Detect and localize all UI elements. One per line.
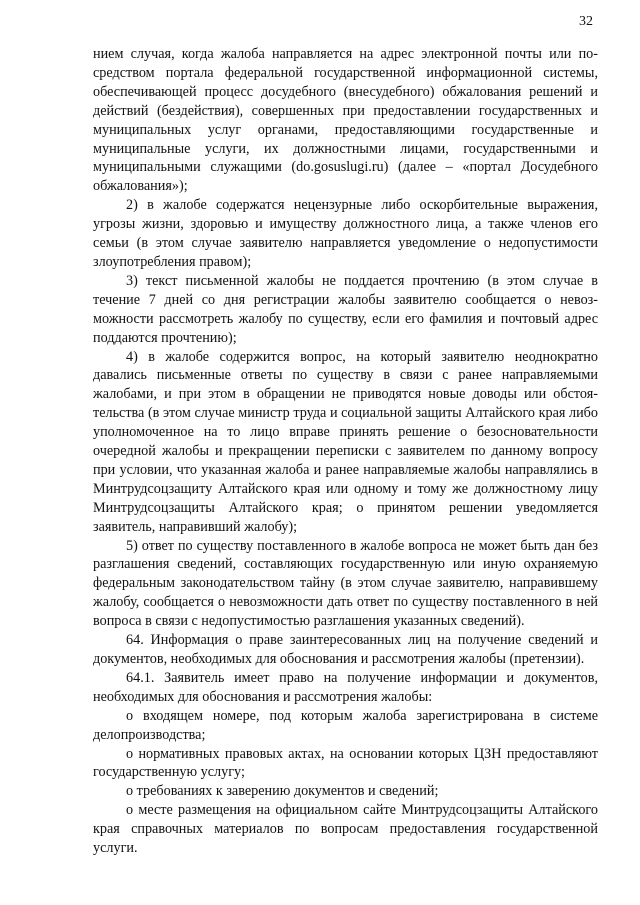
- paragraph-item-3: 3) текст письменной жалобы не поддается прочтению (в этом случае в течение 7 дней со дня регистрации жалобы заявителю сообщается о невозможности рассмотреть жалобу по существу, если его фамилия и почтовый адрес поддаются прочтению);: [93, 272, 598, 346]
- paragraph-section-64-1: 64.1. Заявитель имеет право на получение информации и документов, необходимых для обоснования и рассмотрения жалобы:: [93, 669, 598, 705]
- paragraph-info-legal-acts: о нормативных правовых актах, на основании которых ЦЗН предоставляют государственную услугу;: [93, 745, 598, 781]
- page-number: 32: [579, 14, 593, 29]
- document-body: [93, 45, 598, 858]
- paragraph-info-incoming-number: о входящем номере, под которым жалоба зарегистрирована в системе делопроизводства;: [93, 707, 598, 743]
- paragraph-info-website: о месте размещения на официальном сайте Минтрудсоцзащиты Алтайского края справочных материалов по вопросам предоставления государственной услуги.: [93, 802, 598, 857]
- paragraph-item-5: 5) ответ по существу поставленного в жалобе вопроса не может быть дан без разглашения сведений, составляющих государственную или иную охраняемую федеральным законодательством тайну (в этом случае заявителю, направившему жалобу, сообщается о невозможности дать ответ по существу поставленного в ней вопроса в связи с недопустимостью разглашения указанных сведений).: [93, 537, 598, 630]
- paragraph-section-64: 64. Информация о праве заинтересованных лиц на получение сведений и документов, необходимых для обоснования и рассмотрения жалобы (претензии).: [93, 632, 598, 667]
- paragraph-continuation: нием случая, когда жалоба направляется на адрес электронной почты или посредством портала федеральной государственной информационной системы, обеспечивающей процесс досудебного (внесудебного) обжалования решений и действий (бездействия), совершенных при предоставлении государственных и муниципальных услуг органами, предоставляющими государственные и муниципальные услуги, их должностными лицами, государственными и муниципальными служащими (do.gosuslugi.ru) (далее – «портал Досудебного обжалования»);: [93, 46, 598, 195]
- paragraph-item-2: 2) в жалобе содержатся нецензурные либо оскорбительные выражения, угрозы жизни, здоровью и имуществу должностного лица, а также членов его семьи (в этом случае заявителю направляется уведомление о недопустимости злоупотребления правом);: [93, 197, 598, 270]
- paragraph-item-4: 4) в жалобе содержится вопрос, на который заявителю неоднократно давались письменные ответы по существу в связи с ранее направляемыми жалобами, и при этом в обращении не приводятся новые доводы или обстоятельства (в этом случае министр труда и социальной защиты Алтайского края либо уполномоченное на то лицо вправе принять решение о безосновательности очередной жалобы и прекращении переписки с заявителем по данному вопросу при условии, что указанная жалоба и ранее направляемые жалобы направлялись в Минтрудсоцзащиту Алтайского края или одному и тому же должностному лицу Минтрудсоцзащиты Алтайского края; о принятом решении уведомляется заявитель, направивший жалобу);: [93, 348, 598, 535]
- paragraph-info-requirements: о требованиях к заверению документов и сведений;: [126, 783, 439, 800]
